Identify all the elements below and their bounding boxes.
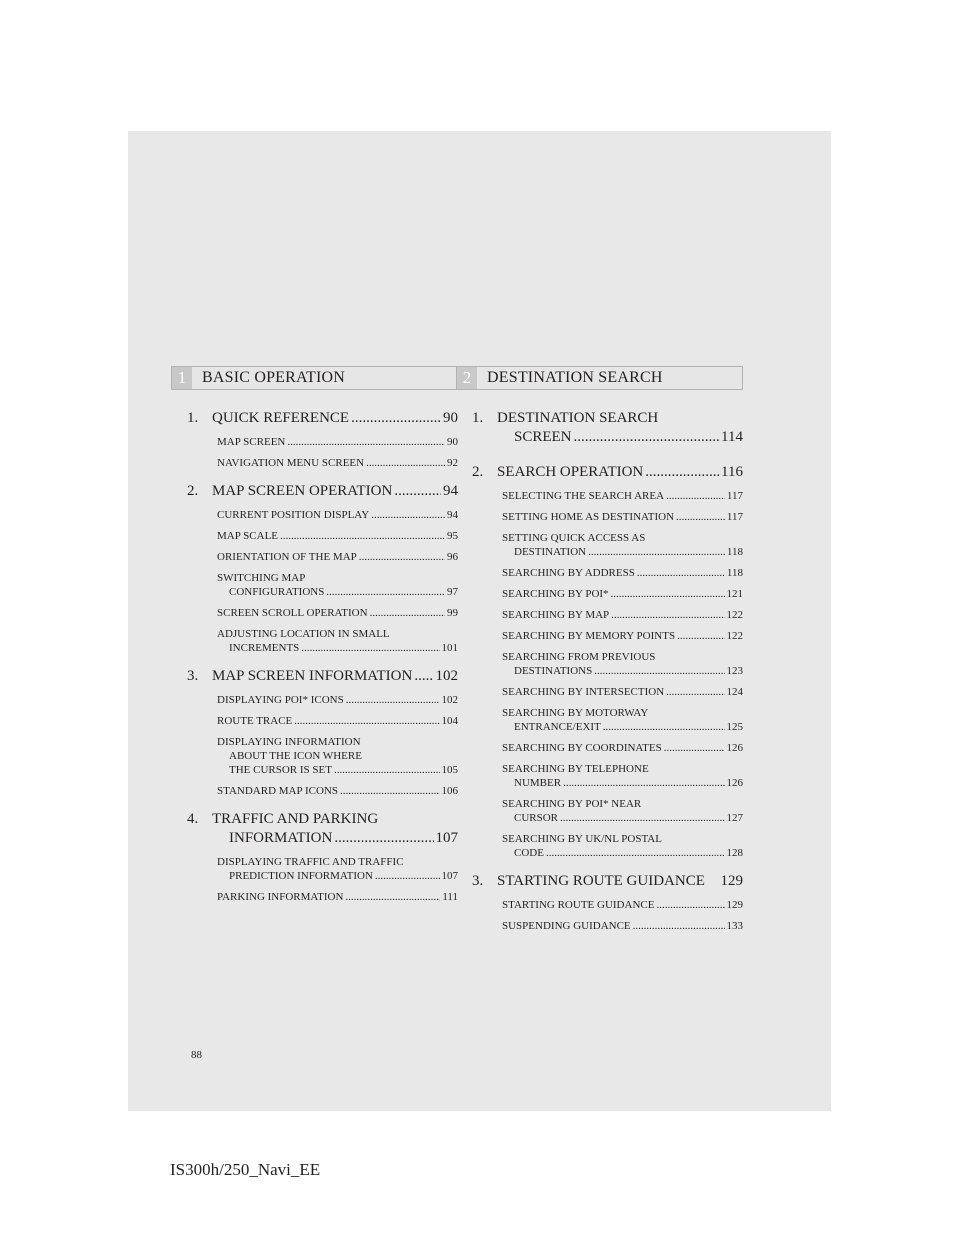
toc-leader-line [502,898,743,912]
toc-entry-title: SEARCHING BY INTERSECTION [502,686,665,698]
subsection-entry [502,685,743,699]
subsection-list [187,435,458,470]
toc-leader-line [514,428,743,447]
dot-leader [676,510,725,524]
subsection-title-line: SETTING QUICK ACCESS AS [502,532,646,544]
subsection-list [472,489,743,860]
subsection-list [472,898,743,933]
subsection-entry [217,693,458,707]
toc-entry-title: NAVIGATION MENU SCREEN [217,457,365,469]
toc-leader-line [502,510,743,524]
chapter-entry [472,872,743,891]
dot-leader [294,714,439,728]
toc-entry-title: QUICK REFERENCE [212,410,350,426]
toc-page-number: 102 [435,668,458,684]
toc-entry-title: DISPLAYING POI* ICONS [217,694,344,706]
toc-entry-title: ORIENTATION OF THE MAP [217,551,357,563]
toc-leader-line [217,714,458,728]
toc-leader-line [514,776,743,790]
chapter-title-row [187,409,458,428]
subsection-title-continued [217,641,458,655]
toc-entry-title: DESTINATIONS [514,665,593,677]
toc-leader-line [514,811,743,825]
subsection-title-continued [217,763,458,777]
toc-entry-title: ROUTE TRACE [217,715,293,727]
subsection-entry [502,706,743,734]
toc-page-number: 126 [726,742,743,754]
toc-entry-title: SUSPENDING GUIDANCE [502,920,631,932]
dot-leader [301,641,439,655]
toc-entry-title: STARTING ROUTE GUIDANCE [497,873,705,889]
subsection-title-line: ADJUSTING LOCATION IN SMALL [217,628,390,640]
subsection-entry [502,629,743,643]
chapter-title-row [187,482,458,501]
toc-entry-title: SEARCHING BY MAP [502,609,610,621]
toc-entry-title: CONFIGURATIONS [229,586,325,598]
toc-entry-title: STANDARD MAP ICONS [217,785,338,797]
toc-entries [171,409,458,904]
page-number: 88 [191,1049,202,1061]
dot-leader [611,608,724,622]
subsection-entry [502,566,743,580]
toc-page-number: 122 [726,609,743,621]
chapter-entry [187,482,458,501]
toc-page-number: 114 [721,429,743,445]
dot-leader [546,846,725,860]
chapter-entry [187,409,458,428]
dot-leader [326,585,445,599]
toc-page-number: 99 [447,607,458,619]
dot-leader [334,763,440,777]
subsection-title-line: SEARCHING BY TELEPHONE [502,763,649,775]
toc-leader-line [502,489,743,503]
toc-leader-line [514,846,743,860]
toc-page-number: 127 [726,812,743,824]
subsection-title-line: DISPLAYING TRAFFIC AND TRAFFIC [217,856,404,868]
toc-entry-title: DESTINATION [514,546,587,558]
section-header [171,366,458,390]
toc-leader-line [502,741,743,755]
toc-entry-title: PARKING INFORMATION [217,891,344,903]
toc-leader-line [229,641,458,655]
subsection-title-continued [502,720,743,734]
toc-page-number: 94 [447,509,458,521]
subsection-entry [502,919,743,933]
dot-leader [351,409,441,428]
toc-page-number: 92 [447,457,458,469]
toc-leader-line [212,667,458,686]
toc-page-number: 90 [447,436,458,448]
toc-page-number: 90 [443,410,458,426]
dot-leader [280,529,445,543]
dot-leader [346,693,440,707]
toc-entry-title: INFORMATION [229,830,333,846]
toc-page-number: 126 [726,777,743,789]
subsection-entry [217,550,458,564]
toc-page-number: 121 [726,588,743,600]
toc-leader-line [229,763,458,777]
chapter-title-line: DESTINATION SEARCH [497,410,659,426]
subsection-entry [502,832,743,860]
toc-page-number: 106 [441,785,458,797]
toc-entry-title: SETTING HOME AS DESTINATION [502,511,675,523]
dot-leader [588,545,725,559]
toc-page-number: 123 [726,665,743,677]
dot-leader [563,776,724,790]
chapter-entry [187,810,458,848]
toc-leader-line [217,784,458,798]
toc-leader-line [502,566,743,580]
chapter-number: 1. [472,410,484,426]
subsection-entry [217,508,458,522]
section-title: DESTINATION SEARCH [487,369,663,386]
subsection-entry [217,784,458,798]
toc-page-number: 122 [726,630,743,642]
toc-leader-line [212,409,458,428]
subsection-title-continued [502,664,743,678]
toc-leader-line [229,869,458,883]
chapter-number: 4. [187,811,199,827]
toc-page-number: 105 [441,764,458,776]
toc-entry-title: NUMBER [514,777,562,789]
toc-leader-line [502,629,743,643]
toc-page-number: 116 [721,464,743,480]
subsection-entry [217,855,458,883]
dot-leader [345,890,440,904]
subsection-entry [217,890,458,904]
subsection-entry [502,531,743,559]
section-number: 2 [457,367,477,389]
subsection-entry [502,741,743,755]
dot-leader [603,720,725,734]
toc-leader-line [497,872,743,891]
subsection-list [187,693,458,798]
subsection-entry [502,650,743,678]
toc-leader-line [217,529,458,543]
toc-leader-line [217,456,458,470]
toc-page-number: 94 [443,483,458,499]
toc-page-number: 118 [726,567,743,579]
chapter-entry [472,409,743,447]
toc-entry-title: THE CURSOR IS SET [229,764,332,776]
toc-entry-title: SEARCH OPERATION [497,464,644,480]
toc-leader-line [217,508,458,522]
subsection-entry [217,456,458,470]
toc-leader-line [502,685,743,699]
subsection-entry [502,797,743,825]
toc-page-number: 96 [447,551,458,563]
toc-entry-title: SEARCHING BY ADDRESS [502,567,635,579]
subsection-entry [217,735,458,777]
toc-entry-title: SEARCHING BY POI* [502,588,609,600]
subsection-entry [502,608,743,622]
toc-leader-line [217,550,458,564]
toc-page-number: 117 [726,490,743,502]
toc-page-number: 129 [726,899,743,911]
dot-leader [394,482,441,501]
toc-page-number: 107 [441,870,458,882]
toc-entry-title: MAP SCREEN OPERATION [212,483,393,499]
toc-page-number: 104 [441,715,458,727]
toc-entry-title: MAP SCREEN [217,436,286,448]
toc-leader-line [514,664,743,678]
dot-leader [414,667,433,686]
toc-leader-line [229,829,458,848]
dot-leader [371,508,445,522]
toc-leader-line [217,606,458,620]
toc-entries [456,409,743,933]
dot-leader [594,664,724,678]
section-1-column [171,366,458,911]
toc-leader-line [502,919,743,933]
section-number: 1 [172,367,192,389]
toc-leader-line [217,435,458,449]
chapter-entry [472,463,743,482]
dot-leader [359,550,445,564]
toc-leader-line [502,587,743,601]
subsection-title-continued [502,846,743,860]
toc-page-number: 97 [447,586,458,598]
dot-leader [656,898,724,912]
chapter-number: 2. [187,483,199,499]
subsection-title-continued [502,811,743,825]
toc-page-number: 118 [726,546,743,558]
chapter-title-row [472,463,743,482]
dot-leader [666,489,725,503]
toc-entry-title: ENTRANCE/EXIT [514,721,601,733]
chapter-number: 3. [472,873,484,889]
dot-leader [637,566,725,580]
subsection-title-line: SEARCHING FROM PREVIOUS [502,651,656,663]
subsection-entry [502,762,743,790]
subsection-entry [217,529,458,543]
toc-entry-title: CURSOR [514,812,559,824]
subsection-entry [217,714,458,728]
toc-page-number: 101 [441,642,458,654]
section-header [456,366,743,390]
dot-leader [677,629,724,643]
chapter-number: 3. [187,668,199,684]
toc-entry-title: CURRENT POSITION DISPLAY [217,509,370,521]
section-title: BASIC OPERATION [202,369,346,386]
chapter-entry [187,667,458,686]
subsection-title-line: SEARCHING BY POI* NEAR [502,798,642,810]
subsection-entry [502,510,743,524]
chapter-number: 1. [187,410,199,426]
toc-entry-title: MAP SCREEN INFORMATION [212,668,413,684]
toc-entry-title: STARTING ROUTE GUIDANCE [502,899,655,911]
toc-leader-line [217,890,458,904]
toc-page-number: 111 [442,891,458,903]
subsection-title-line: DISPLAYING INFORMATION [217,736,361,748]
subsection-title-continued [217,585,458,599]
toc-leader-line [514,720,743,734]
subsection-title-continued [502,776,743,790]
toc-page-number: 95 [447,530,458,542]
dot-leader [370,606,445,620]
toc-entry-title: PREDICTION INFORMATION [229,870,373,882]
toc-entry-title: SCREEN SCROLL OPERATION [217,607,368,619]
dot-leader [340,784,440,798]
dot-leader [645,463,719,482]
toc-page-number: 125 [726,721,743,733]
toc-entry-title: SEARCHING BY MEMORY POINTS [502,630,676,642]
toc-leader-line [497,463,743,482]
subsection-entry [217,606,458,620]
dot-leader [664,741,725,755]
chapter-title-row [472,872,743,891]
section-2-column [456,366,743,940]
dot-leader [633,919,725,933]
chapter-number: 2. [472,464,484,480]
toc-page-number: 128 [726,847,743,859]
toc-leader-line [514,545,743,559]
subsection-entry [217,435,458,449]
chapter-title-line: TRAFFIC AND PARKING [212,811,379,827]
dot-leader [574,428,720,447]
toc-page-number: 102 [441,694,458,706]
toc-entry-title: MAP SCALE [217,530,279,542]
toc-page-number: 124 [726,686,743,698]
dot-leader [375,869,440,883]
toc-page-number: 133 [726,920,743,932]
subsection-entry [502,898,743,912]
dot-leader [666,685,724,699]
toc-entry-title: INCREMENTS [229,642,300,654]
chapter-title-row [187,667,458,686]
footer-doc-id: IS300h/250_Navi_EE [170,1160,321,1179]
toc-entry-title: SCREEN [514,429,572,445]
toc-leader-line [502,608,743,622]
toc-leader-line [229,585,458,599]
chapter-title-continued [472,428,743,447]
toc-entry-title: SELECTING THE SEARCH AREA [502,490,665,502]
toc-leader-line [217,693,458,707]
chapter-title-continued [187,829,458,848]
subsection-entry [502,587,743,601]
toc-page-number: 107 [435,830,458,846]
dot-leader [611,587,725,601]
dot-leader [334,829,433,848]
subsection-entry [217,571,458,599]
subsection-title-continued [217,869,458,883]
subsection-entry [217,627,458,655]
subsection-title-line: ABOUT THE ICON WHERE [229,750,362,762]
toc-entry-title: SEARCHING BY COORDINATES [502,742,662,754]
subsection-title-line: SEARCHING BY MOTORWAY [502,707,649,719]
toc-page-number: 129 [720,873,743,889]
toc-leader-line [212,482,458,501]
subsection-list [187,855,458,904]
dot-leader [560,811,724,825]
subsection-title-continued [502,545,743,559]
dot-leader [366,456,445,470]
dot-leader [287,435,445,449]
toc-page-number: 117 [726,511,743,523]
subsection-list [187,508,458,655]
toc-entry-title: CODE [514,847,544,859]
subsection-title-line: SEARCHING BY UK/NL POSTAL [502,833,662,845]
subsection-title-line: SWITCHING MAP [217,572,306,584]
subsection-entry [502,489,743,503]
